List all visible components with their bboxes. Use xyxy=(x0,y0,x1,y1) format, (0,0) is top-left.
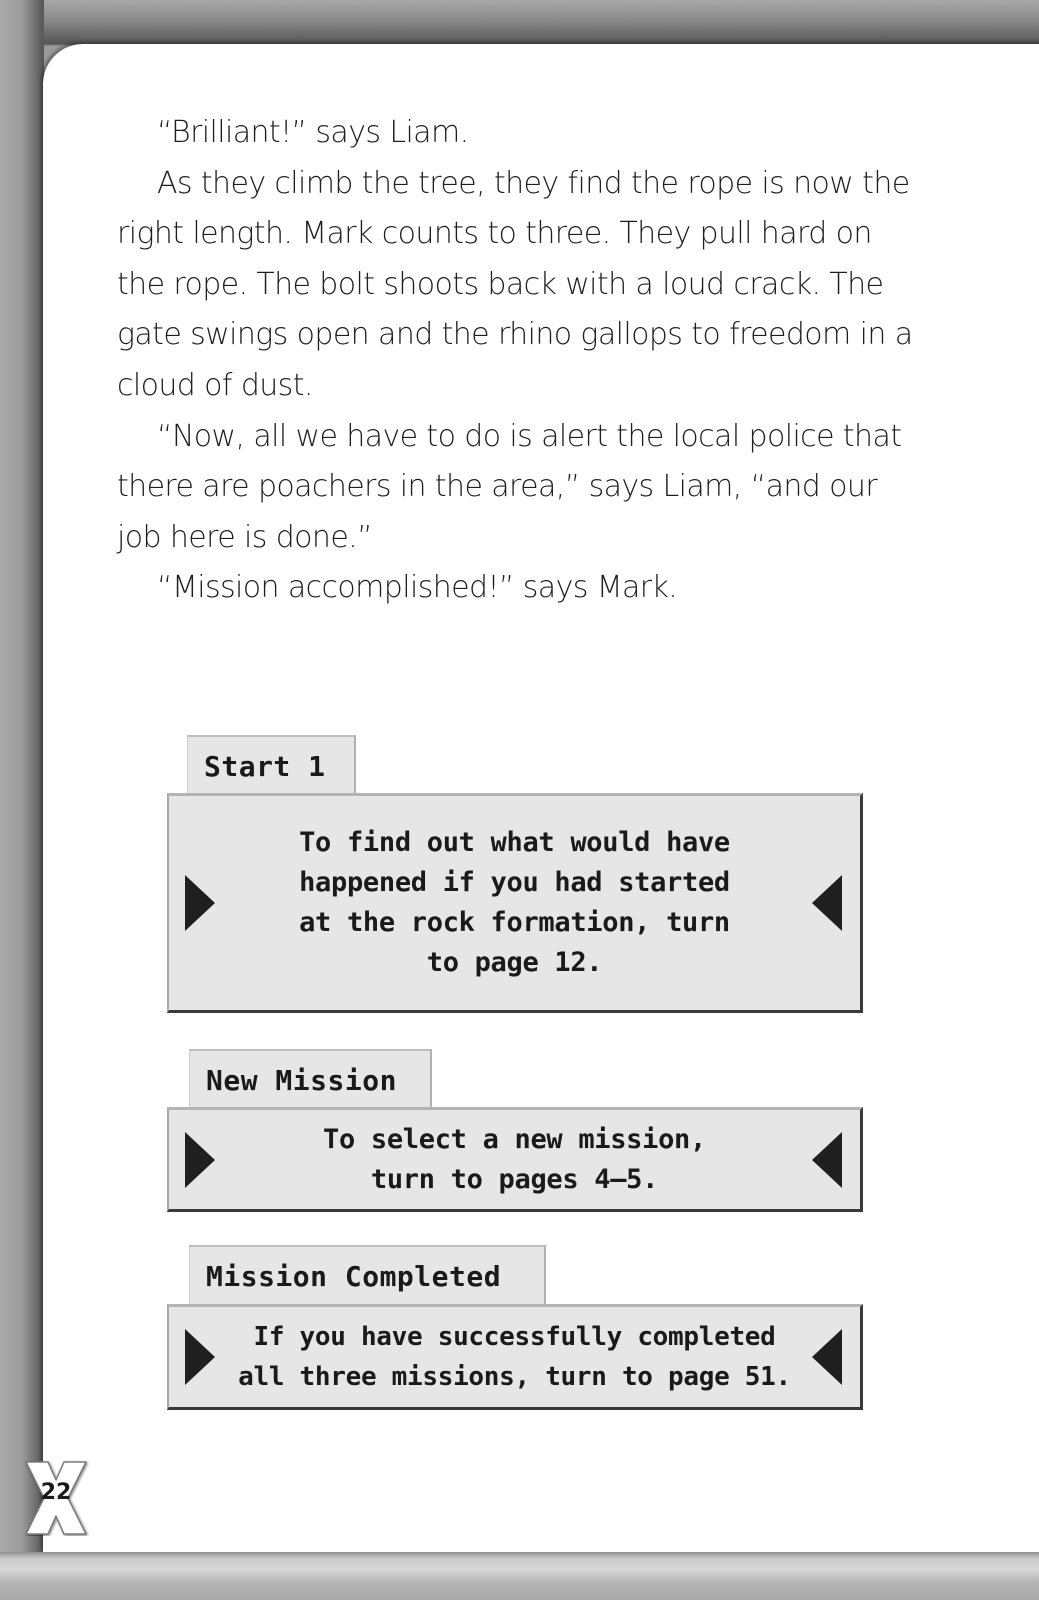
start-1-choice-box[interactable] xyxy=(167,793,863,1013)
choice-text xyxy=(323,1120,706,1200)
story-text xyxy=(117,108,917,614)
arrow-left-icon xyxy=(812,1132,842,1188)
new-mission-tab xyxy=(189,1049,432,1109)
arrow-right-icon xyxy=(185,875,215,931)
arrow-right-icon xyxy=(185,1329,215,1385)
choice-line: all three missions, turn to page 51. xyxy=(238,1362,791,1392)
tab-label: Mission Completed xyxy=(206,1260,502,1293)
story-paragraph: As they climb the tree, they find the rope is now the right length. Mark counts to three. They pull hard on the rope. The bolt shoots back with a loud crack. The gate swings open and the rhino gallops to freedom in a cloud of dust. xyxy=(117,165,913,403)
arrow-left-icon xyxy=(812,1329,842,1385)
choice-line: If you have successfully completed xyxy=(253,1322,776,1352)
new-mission-choice-box[interactable] xyxy=(167,1107,863,1212)
arrow-left-icon xyxy=(812,875,842,931)
choice-line: To select a new mission, xyxy=(323,1123,706,1155)
choice-text xyxy=(299,823,730,983)
choice-line: turn to pages 4–5. xyxy=(370,1163,659,1195)
start-1-tab xyxy=(187,735,356,795)
story-paragraph: “Now, all we have to do is alert the local police that there are poachers in the area,” says Liam, “and our job here is done.” xyxy=(117,418,902,555)
page-frame-left xyxy=(0,0,44,1600)
choice-line: at the rock formation, turn xyxy=(299,907,730,938)
arrow-right-icon xyxy=(185,1132,215,1188)
choice-line: happened if you had started xyxy=(299,867,730,898)
page-frame-bottom xyxy=(0,1552,1039,1600)
tab-label: Start 1 xyxy=(204,749,326,783)
story-paragraph: “Mission accomplished!” says Mark. xyxy=(157,570,678,606)
tab-label: New Mission xyxy=(206,1063,397,1097)
mission-completed-choice-box[interactable] xyxy=(167,1304,863,1410)
story-paragraph: “Brilliant!” says Liam. xyxy=(157,115,469,150)
mission-completed-tab xyxy=(189,1245,546,1306)
choice-text xyxy=(238,1317,791,1397)
choice-line: To find out what would have xyxy=(299,827,730,858)
page-number: 22 xyxy=(40,1480,72,1505)
choice-line: to page 12. xyxy=(426,947,603,978)
